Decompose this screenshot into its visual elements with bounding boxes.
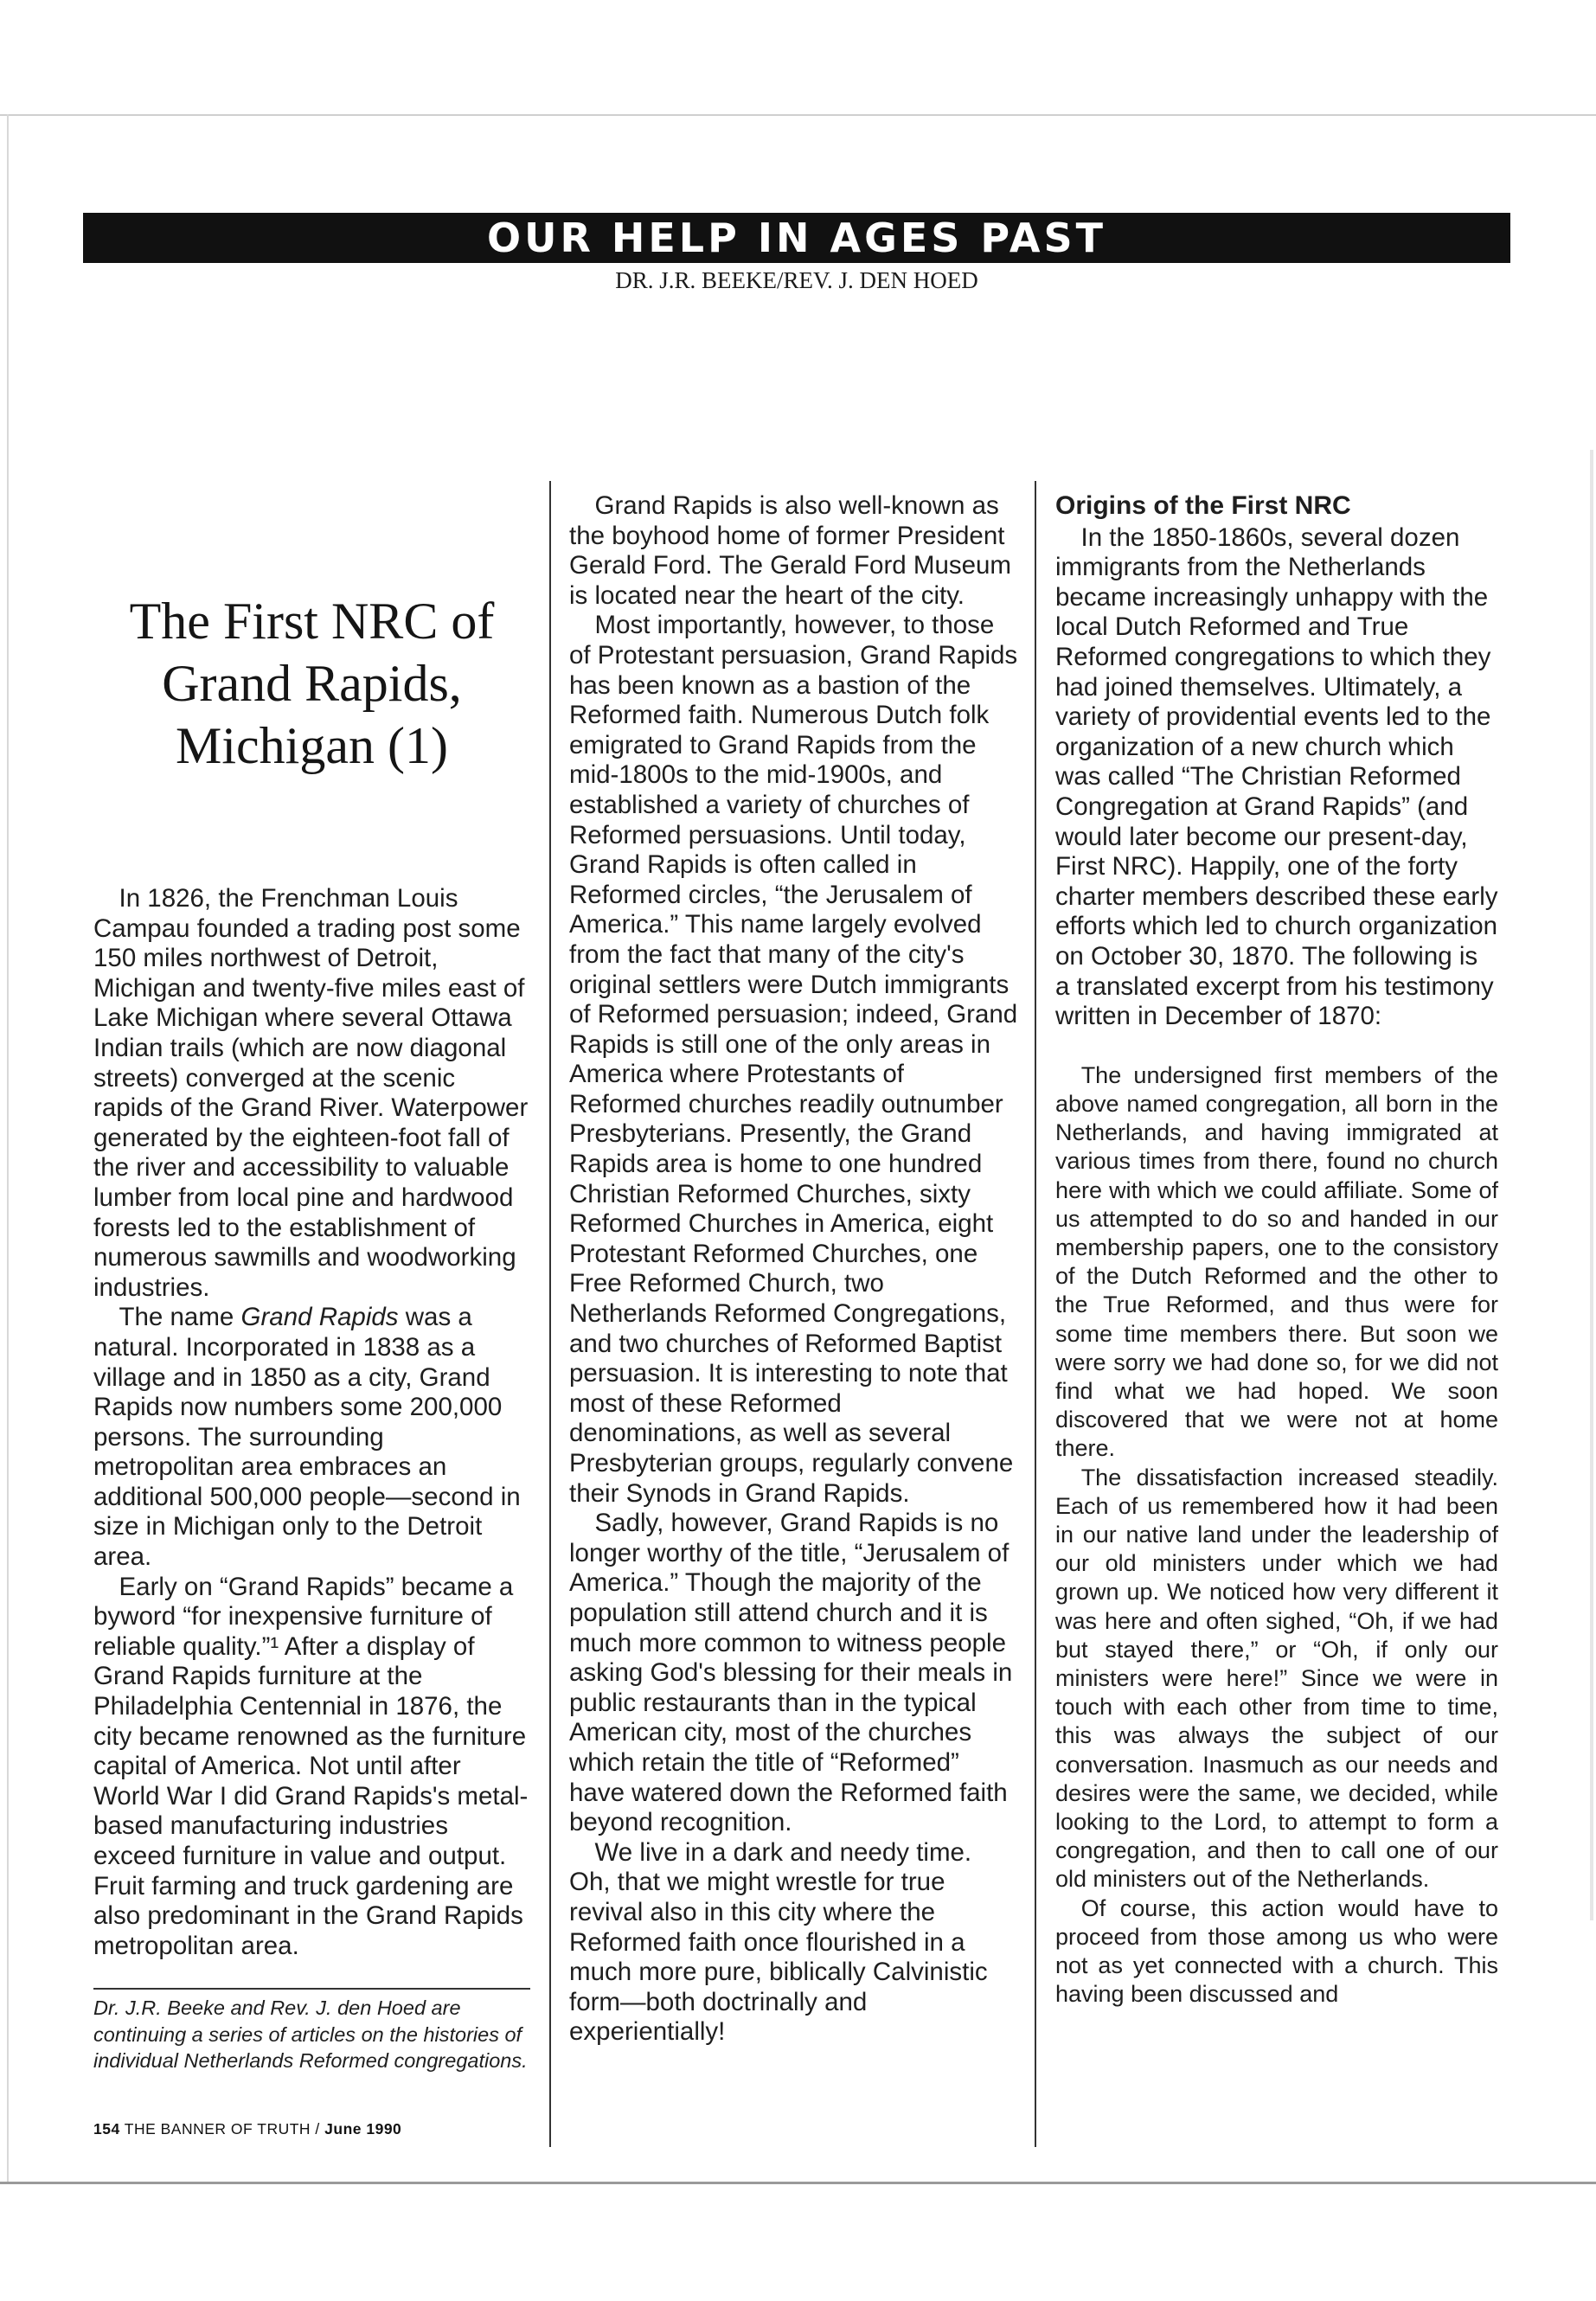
title-line-1: The First NRC of: [129, 593, 495, 650]
quote-paragraph: Of course, this action would have to proceed from those among us who were not as yet connected with a church. This having been discussed and: [1055, 1894, 1498, 2008]
column-3: [1055, 491, 1498, 2009]
text-run: was a natural. Incorporated in 1838 as a village and in 1850 as a city, Grand Rapids now numbers some 200,000 persons. The surrounding metropolitan area embraces an additional 500,000 people—second in size in Michigan only to the Detroit area.: [93, 1303, 521, 1572]
paragraph: Grand Rapids is also well-known as the boyhood home of former President Gerald Ford. The Gerald Ford Museum is located near the heart of the city.: [569, 491, 1011, 610]
quote-paragraph: The undersigned first members of the above named congregation, all born in the Netherlands, and having immigrated at various times from there, found no church here with which we could affiliate. Some of us attempted to do so and handed in our membership papers, one to the consistory of the Dutch Reformed and the other to the True Reformed, and thus were for some time members there. But soon we were sorry we had done so, for we did not find what we had hoped. We soon discovered that we were not at home there.: [1055, 1061, 1498, 1462]
paragraph: [93, 1303, 530, 1572]
scan-edge-left: [7, 114, 9, 2182]
page-number: 154: [93, 2120, 120, 2138]
title-line-3: Michigan (1): [176, 717, 448, 774]
italic-text: Grand Rapids: [240, 1303, 399, 1332]
page-folio: [93, 2120, 530, 2138]
scan-edge-bottom: [0, 2182, 1596, 2184]
issue-date: June 1990: [324, 2120, 402, 2138]
scan-edge-top: [0, 114, 1596, 116]
paragraph: We live in a dark and needy time. Oh, that we might wrestle for true revival also in this city where the Reformed faith once flourished in a much more pure, biblically Calvinistic form—both doctrinally and experientially!: [569, 1837, 988, 2047]
column-1: [93, 884, 530, 1961]
journal-name: THE BANNER OF TRUTH /: [124, 2120, 320, 2138]
title-line-2: Grand Rapids,: [162, 655, 462, 712]
scan-edge-right: [1590, 450, 1593, 1920]
paragraph: Sadly, however, Grand Rapids is no longer worthy of the title, “Jerusalem of America.” Though the majority of the population still attend church and it is much more common to witness people asking God's blessing for their meals in public restaurants than in the typical American city, most of the churches which retain the title of “Reformed” have watered down the Reformed faith beyond recognition.: [569, 1509, 1013, 1837]
article-title: [93, 590, 530, 777]
quote-paragraph: The dissatisfaction increased steadily. Each of us remembered how it had been in our native land under the leadership of our old ministers under which we had grown up. We noticed how very different it was here and often sighed, “Oh, if we had but stayed there,” or “Oh, if only our ministers were here!” Since we were in touch with each other from time to time, this was always the subject of our conversation. Inasmuch as our needs and desires were the same, we decided, while looking to the Lord, to attempt to form a congregation, and then to call one of our old ministers out of the Netherlands.: [1055, 1464, 1498, 1893]
author-note: Dr. J.R. Beeke and Rev. J. den Hoed are continuing a series of articles on the histories of individual Netherlands Reformed congregations.: [93, 1997, 528, 2072]
paragraph: Early on “Grand Rapids” became a byword “for inexpensive furniture of reliable quality.”¹ After a display of Grand Rapids furniture at the Philadelphia Centennial in 1876, the city became renowned as the furniture capital of America. Not until after World War I did Grand Rapids's metal-based manufacturing industries exceed furniture in value and output. Fruit farming and truck gardening are also predominant in the Grand Rapids metropolitan area.: [93, 1572, 529, 1960]
footnote-rule: [93, 1988, 530, 1990]
section-heading: Origins of the First NRC: [1055, 491, 1351, 520]
section-banner: OUR HELP IN AGES PAST: [83, 213, 1510, 263]
paragraph: Most importantly, however, to those of Protestant persuasion, Grand Rapids has been known as a bastion of the Reformed faith. Numerous Dutch folk emigrated to Grand Rapids from the mid-1800s to the mid-1900s, and established a variety of churches of Reformed persuasions. Until today, Grand Rapids is often called in Reformed circles, “the Jerusalem of America.” This name largely evolved from the fact that many of the city's original settlers were Dutch immigrants of Reformed persuasion; indeed, Grand Rapids is still one of the only areas in America where Protestants of Reformed churches readily outnumber Presbyterians. Presently, the Grand Rapids area is home to one hundred Christian Reformed Churches, sixty Reformed Churches in America, eight Protestant Reformed Churches, one Free Reformed Church, two Netherlands Reformed Congregations, and two churches of Reformed Baptist persuasion. It is interesting to note that most of these Reformed denominations, as well as several Presbyterian groups, regularly convene their Synods in Grand Rapids.: [569, 611, 1018, 1508]
paragraph: In 1826, the Frenchman Louis Campau founded a trading post some 150 miles northwest of Detroit, Michigan and twenty-five miles east of Lake Michigan where several Ottawa Indian trails (which are now diagonal streets) converged at the scenic rapids of the Grand River. Waterpower generated by the eighteen-foot fall of the river and accessibility to valuable lumber from local pine and hardwood forests led to the establishment of numerous sawmills and woodworking industries.: [93, 884, 529, 1302]
byline: DR. J.R. BEEKE/REV. J. DEN HOED: [615, 267, 978, 293]
column-2: [569, 491, 1019, 2048]
block-quote: [1055, 1061, 1498, 2009]
paragraph: In the 1850-1860s, several dozen immigrants from the Netherlands became increasingly unhappy with the local Dutch Reformed and True Reformed congregations to which they had joined themselves. Ultimately, a variety of providential events led to the organization of a new church which was called “The Christian Reformed Congregation at Grand Rapids” (and would later become our present-day, First NRC). Happily, one of the forty charter members described these early efforts which led to church organization on October 30, 1870. The following is a translated excerpt from his testimony written in December of 1870:: [1055, 522, 1498, 1031]
column-divider-2: [1035, 481, 1036, 2147]
column-divider-1: [549, 481, 551, 2147]
text-run: The name: [119, 1303, 241, 1332]
